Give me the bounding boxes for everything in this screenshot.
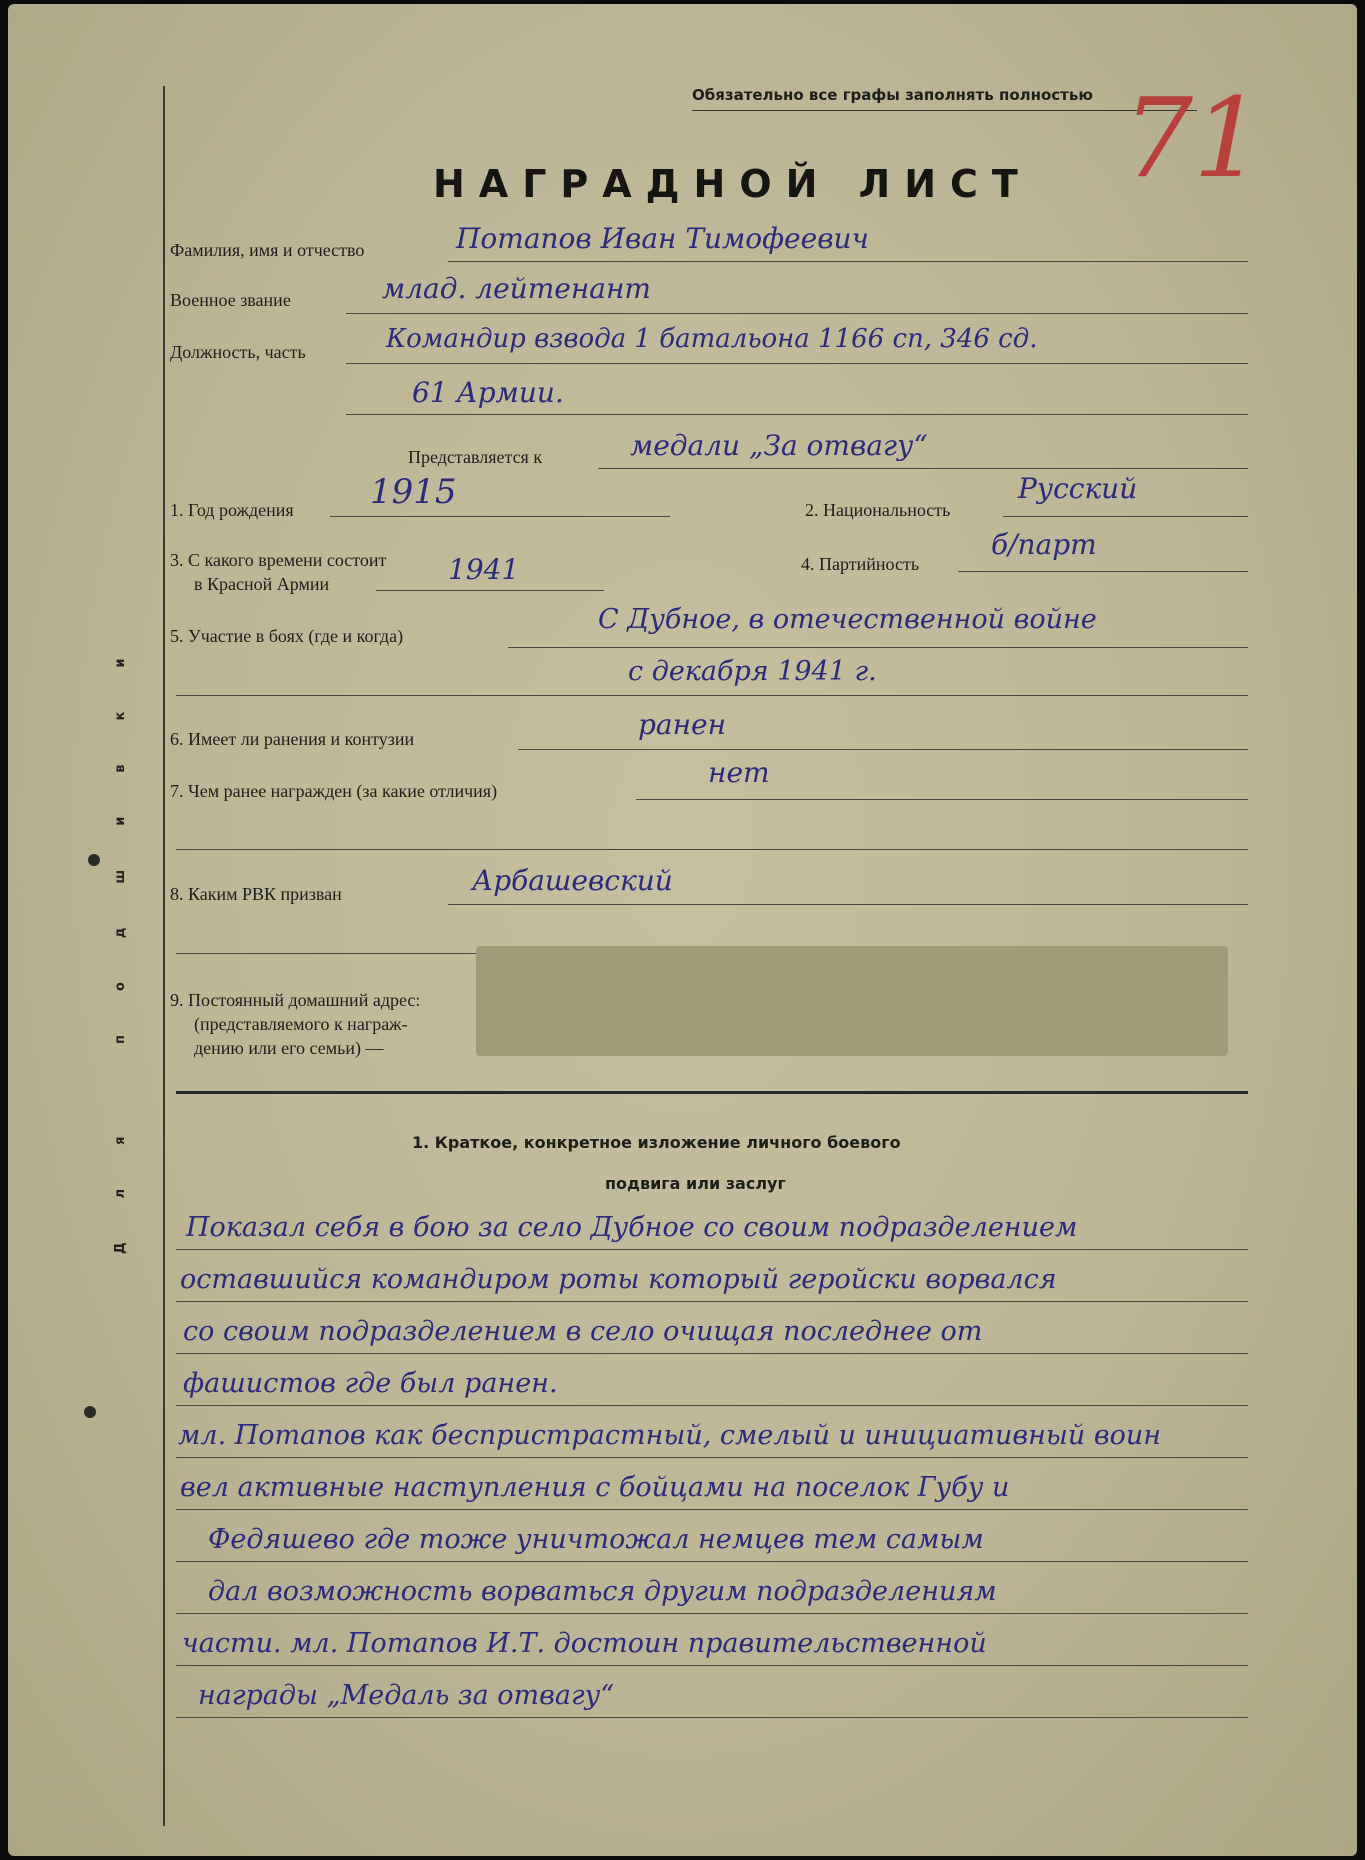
narrative-line: вел активные наступления с бойцами на поселок Губу и xyxy=(180,1472,1010,1503)
line-position xyxy=(346,363,1248,364)
narrative-line: части. мл. Потапов И.Т. достоин правительственной xyxy=(182,1628,987,1659)
label-name: Фамилия, имя и отчество xyxy=(170,240,365,260)
page-number: 71 xyxy=(1123,74,1263,202)
value-wounds: ранен xyxy=(638,708,727,741)
label-battles: 5. Участие в боях (где и когда) xyxy=(170,626,404,646)
narrative-rule xyxy=(176,1561,1248,1562)
label-nationality: 2. Национальность xyxy=(805,500,951,520)
value-battles-2: с декабря 1941 г. xyxy=(628,656,877,687)
line-position-2 xyxy=(346,414,1248,415)
narrative-line: со своим подразделением в село очищая последнее от xyxy=(183,1316,983,1347)
narrative-line: дал возможность ворваться другим подразделениям xyxy=(208,1576,997,1607)
punch-hole xyxy=(84,1406,96,1418)
label-address-2: (представляемого к награж- xyxy=(194,1014,408,1034)
line-wounds xyxy=(518,749,1248,750)
line-name xyxy=(448,261,1248,262)
value-position-2: 61 Армии. xyxy=(412,376,564,409)
redacted-address xyxy=(476,946,1228,1056)
section-heading-2: подвига или заслуг xyxy=(605,1174,786,1193)
label-rank: Военное звание xyxy=(170,290,291,310)
line-nominated xyxy=(598,468,1248,469)
binding-margin-label: Для подшивки xyxy=(113,614,128,1254)
header-note: Обязательно все графы заполнять полностью xyxy=(692,86,1093,104)
narrative-rule xyxy=(176,1509,1248,1510)
narrative-rule xyxy=(176,1717,1248,1718)
line-nationality xyxy=(1003,516,1248,517)
label-rvk: 8. Каким РВК призван xyxy=(170,884,342,904)
label-party: 4. Партийность xyxy=(801,554,920,574)
value-army-since: 1941 xyxy=(448,553,520,586)
punch-hole xyxy=(88,854,100,866)
label-army-since-1: 3. С какого времени состоит xyxy=(170,550,387,570)
label-address-3: дению или его семьи) — xyxy=(194,1038,384,1058)
value-battles: С Дубное, в отечественной войне xyxy=(598,604,1097,635)
line-battles-2 xyxy=(176,695,1248,696)
narrative-rule xyxy=(176,1613,1248,1614)
narrative-rule xyxy=(176,1249,1248,1250)
narrative-rule xyxy=(176,1665,1248,1666)
value-rank: млад. лейтенант xyxy=(382,272,651,305)
narrative-rule xyxy=(176,1405,1248,1406)
line-awards-2 xyxy=(176,849,1248,850)
label-nominated: Представляется к xyxy=(408,447,543,467)
margin-line xyxy=(163,86,165,1826)
narrative-line: оставшийся командиром роты который геройски ворвался xyxy=(180,1264,1057,1295)
narrative-rule xyxy=(176,1457,1248,1458)
line-rank xyxy=(346,313,1248,314)
value-awards: нет xyxy=(708,756,770,789)
label-birth-year: 1. Год рождения xyxy=(170,500,294,520)
narrative-line: награды „Медаль за отвагу“ xyxy=(198,1680,615,1711)
value-party: б/парт xyxy=(991,528,1097,561)
line-awards xyxy=(636,799,1248,800)
line-army-since xyxy=(376,590,604,591)
narrative-rule xyxy=(176,1301,1248,1302)
line-rvk xyxy=(448,904,1248,905)
line-party xyxy=(958,571,1248,572)
value-rvk: Арбашевский xyxy=(472,864,673,897)
value-position: Командир взвода 1 батальона 1166 сп, 346 сд. xyxy=(386,324,1038,354)
value-nominated: медали „За отвагу“ xyxy=(630,429,928,462)
narrative-line: фашистов где был ранен. xyxy=(183,1368,558,1399)
label-wounds: 6. Имеет ли ранения и контузии xyxy=(170,729,415,749)
section-divider xyxy=(176,1091,1248,1094)
line-birth-year xyxy=(330,516,670,517)
header-underline xyxy=(692,110,1197,111)
label-army-since-2: в Красной Армии xyxy=(194,574,330,594)
narrative-line: Федяшево где тоже уничтожал немцев тем самым xyxy=(208,1524,984,1555)
narrative-line: Показал себя в бою за село Дубное со своим подразделением xyxy=(186,1212,1078,1243)
narrative-rule xyxy=(176,1353,1248,1354)
award-sheet xyxy=(8,4,1357,1856)
label-position: Должность, часть xyxy=(170,342,306,362)
narrative-line: мл. Потапов как беспристрастный, смелый и инициативный воин xyxy=(178,1420,1162,1451)
value-nationality: Русский xyxy=(1018,472,1138,505)
section-heading-1: 1. Краткое, конкретное изложение личного боевого xyxy=(412,1133,901,1152)
value-name: Потапов Иван Тимофеевич xyxy=(456,222,869,255)
value-birth-year: 1915 xyxy=(370,472,457,512)
label-address-1: 9. Постоянный домашний адрес: xyxy=(170,990,421,1010)
document-title: НАГРАДНОЙ ЛИСТ xyxy=(433,162,1032,206)
line-battles xyxy=(508,647,1248,648)
label-awards: 7. Чем ранее награжден (за какие отличия) xyxy=(170,781,498,801)
